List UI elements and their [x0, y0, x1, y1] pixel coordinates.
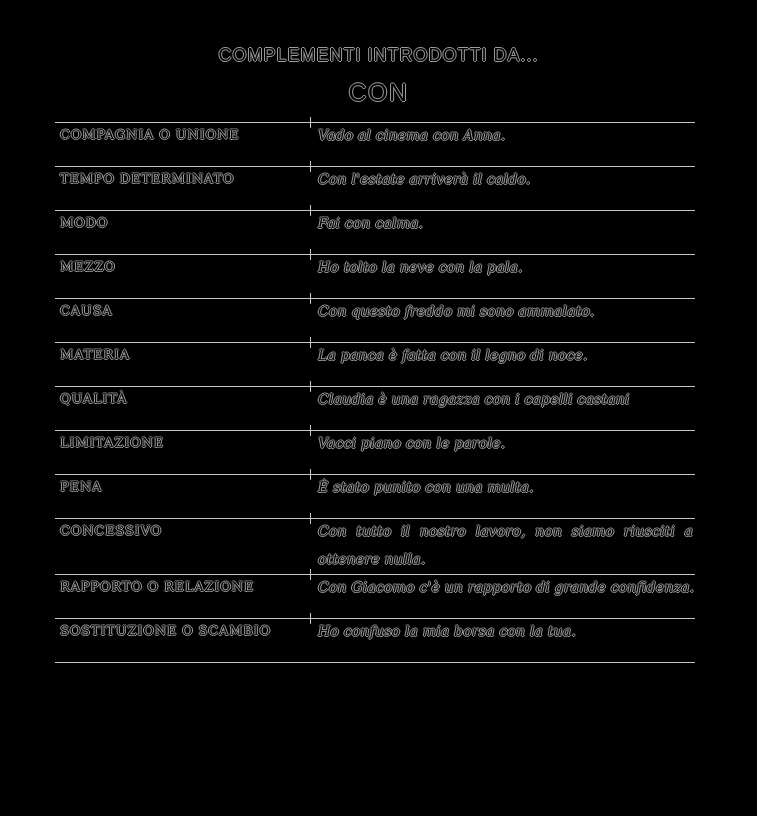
- table-row: [55, 166, 695, 210]
- table-row: [55, 342, 695, 386]
- table-row: [55, 298, 695, 342]
- complement-type-label: QUALITÀ: [60, 392, 128, 407]
- page-subtitle: CON: [348, 79, 409, 107]
- complement-type-label: SOSTITUZIONE O SCAMBIO: [60, 624, 272, 639]
- example-sentence: Vado al cinema con Anna.: [318, 128, 506, 144]
- complement-type-label: TEMPO DETERMINATO: [60, 172, 235, 187]
- complement-type-label: COMPAGNIA O UNIONE: [60, 128, 240, 143]
- column-divider-tick: [310, 249, 311, 260]
- complement-type-label: MODO: [60, 216, 109, 231]
- table-bottom-border: [55, 662, 695, 663]
- complement-type-label: PENA: [60, 480, 103, 495]
- example-sentence: È stato punito con una multa.: [318, 480, 534, 496]
- example-sentence: Claudia è una ragazza con i capelli castani: [318, 392, 630, 408]
- example-sentence-line1: Con tutto il nostro lavoro, non siamo riusciti a: [318, 524, 693, 540]
- example-sentence: Fai con calma.: [318, 216, 424, 232]
- column-divider-tick: [310, 337, 311, 348]
- complement-type-label: RAPPORTO O RELAZIONE: [60, 580, 255, 595]
- column-divider-tick: [310, 513, 311, 524]
- example-sentence: Con questo freddo mi sono ammalato.: [318, 304, 595, 320]
- complement-type-label: MATERIA: [60, 348, 131, 363]
- example-sentence: La panca è fatta con il legno di noce.: [318, 348, 588, 364]
- complement-type-label: MEZZO: [60, 260, 116, 275]
- table-row: [55, 386, 695, 430]
- complements-table: [55, 122, 695, 663]
- example-sentence: Con Giacomo c'è un rapporto di grande confidenza.: [318, 580, 695, 596]
- table-row: [55, 574, 695, 618]
- complement-type-label: CONCESSIVO: [60, 524, 162, 539]
- column-divider-tick: [310, 381, 311, 392]
- column-divider-tick: [310, 117, 311, 128]
- column-divider-tick: [310, 161, 311, 172]
- table-row: [55, 474, 695, 518]
- page-title: COMPLEMENTI INTRODOTTI DA...: [218, 45, 539, 65]
- example-sentence: Ho confuso la mia borsa con la tua.: [318, 624, 576, 640]
- table-row: [55, 254, 695, 298]
- complement-type-label: CAUSA: [60, 304, 113, 319]
- table-row: [55, 618, 695, 662]
- example-sentence: Ho tolto la neve con la pala.: [318, 260, 523, 276]
- complement-type-label: LIMITAZIONE: [60, 436, 165, 451]
- column-divider-tick: [310, 425, 311, 436]
- table-row: [55, 210, 695, 254]
- example-sentence: Con l'estate arriverà il caldo.: [318, 172, 531, 188]
- table-row: [55, 518, 695, 574]
- example-sentence: Vacci piano con le parole.: [318, 436, 506, 452]
- column-divider-tick: [310, 205, 311, 216]
- column-divider-tick: [310, 469, 311, 480]
- example-sentence-line2: ottenere nulla.: [318, 552, 426, 568]
- table-row: [55, 122, 695, 166]
- column-divider-tick: [310, 293, 311, 304]
- column-divider-tick: [310, 613, 311, 624]
- column-divider-tick: [310, 569, 311, 580]
- table-row: [55, 430, 695, 474]
